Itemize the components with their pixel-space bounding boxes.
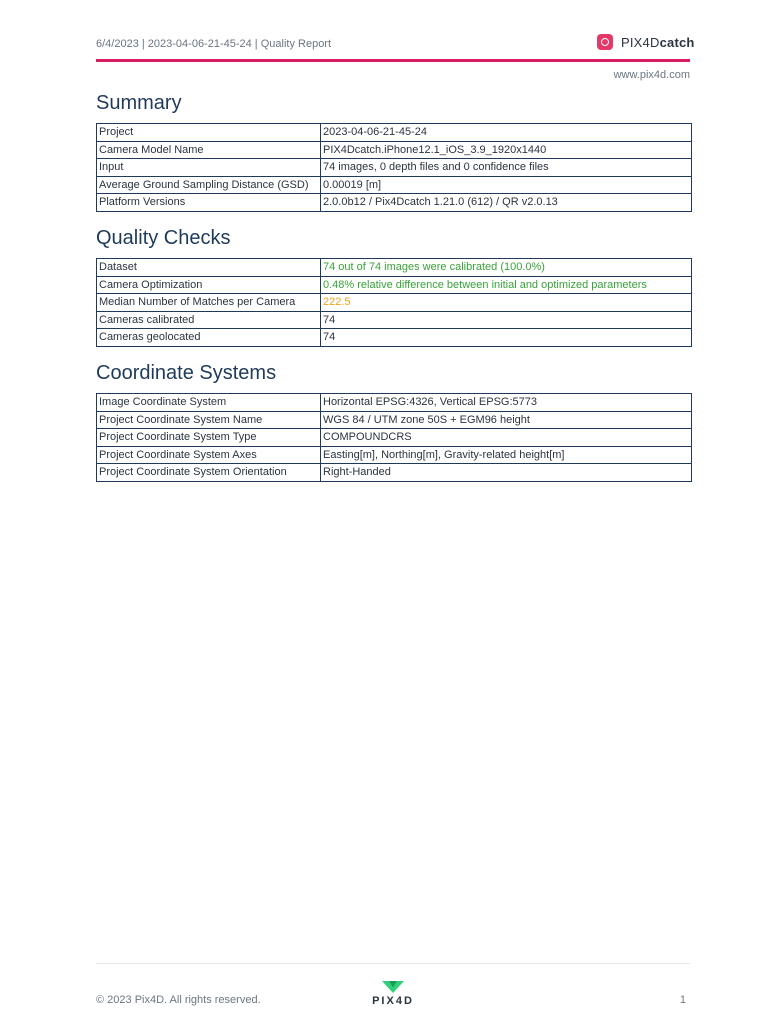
- row-key: Project Coordinate System Type: [97, 429, 321, 447]
- row-value: 74 images, 0 depth files and 0 confidence files: [321, 159, 692, 177]
- table-row: [97, 176, 692, 194]
- row-value: 2.0.0b12 / Pix4Dcatch 1.21.0 (612) / QR v2.0.13: [321, 194, 692, 212]
- row-value: Easting[m], Northing[m], Gravity-related height[m]: [321, 446, 692, 464]
- pix4d-logo-text: PIX4D: [372, 995, 414, 1007]
- row-value-good: 74 out of 74 images were calibrated (100.0%): [321, 259, 692, 277]
- table-row: [97, 141, 692, 159]
- row-value-warning: 222.5: [321, 294, 692, 312]
- quality-checks-table: [96, 258, 692, 347]
- row-value: Horizontal EPSG:4326, Vertical EPSG:5773: [321, 394, 692, 412]
- website-link[interactable]: www.pix4d.com: [613, 69, 690, 81]
- quality-checks-heading: Quality Checks: [96, 227, 231, 249]
- row-value: Right-Handed: [321, 464, 692, 482]
- row-key: Project: [97, 124, 321, 142]
- row-key: Project Coordinate System Orientation: [97, 464, 321, 482]
- summary-heading: Summary: [96, 92, 182, 114]
- pix4d-logo: [368, 980, 418, 1007]
- brand-prefix: PIX4D: [621, 34, 660, 50]
- row-key: Dataset: [97, 259, 321, 277]
- row-key: Project Coordinate System Axes: [97, 446, 321, 464]
- row-key: Image Coordinate System: [97, 394, 321, 412]
- row-value: 2023-04-06-21-45-24: [321, 124, 692, 142]
- row-key: Average Ground Sampling Distance (GSD): [97, 176, 321, 194]
- table-row: [97, 194, 692, 212]
- row-value-good: 0.48% relative difference between initial and optimized parameters: [321, 276, 692, 294]
- row-key: Cameras calibrated: [97, 311, 321, 329]
- table-row: [97, 124, 692, 142]
- table-row: [97, 329, 692, 347]
- table-row: [97, 446, 692, 464]
- report-header-text: 6/4/2023 | 2023-04-06-21-45-24 | Quality Report: [96, 38, 332, 50]
- table-row: [97, 429, 692, 447]
- copyright-text: © 2023 Pix4D. All rights reserved.: [96, 994, 261, 1006]
- coordinate-systems-table: [96, 393, 692, 482]
- table-row: [97, 159, 692, 177]
- row-value: WGS 84 / UTM zone 50S + EGM96 height: [321, 411, 692, 429]
- header-divider: [96, 59, 690, 62]
- table-row: [97, 294, 692, 312]
- row-value: PIX4Dcatch.iPhone12.1_iOS_3.9_1920x1440: [321, 141, 692, 159]
- table-row: [97, 464, 692, 482]
- footer-divider: [96, 963, 690, 964]
- row-value: COMPOUNDCRS: [321, 429, 692, 447]
- pix4dcatch-app-icon: [597, 34, 613, 50]
- table-row: [97, 276, 692, 294]
- summary-table: [96, 123, 692, 212]
- brand-suffix: catch: [659, 34, 695, 50]
- table-row: [97, 259, 692, 277]
- page-number: 1: [679, 994, 686, 1006]
- row-key: Camera Optimization: [97, 276, 321, 294]
- row-value: 74: [321, 311, 692, 329]
- row-key: Cameras geolocated: [97, 329, 321, 347]
- pix4d-logo-mark-icon: [381, 980, 405, 994]
- row-value: 0.00019 [m]: [321, 176, 692, 194]
- table-row: [97, 311, 692, 329]
- coordinate-systems-heading: Coordinate Systems: [96, 362, 277, 384]
- row-key: Project Coordinate System Name: [97, 411, 321, 429]
- row-key: Platform Versions: [97, 194, 321, 212]
- row-key: Median Number of Matches per Camera: [97, 294, 321, 312]
- table-row: [97, 411, 692, 429]
- row-key: Input: [97, 159, 321, 177]
- brand-name: [621, 35, 695, 50]
- table-row: [97, 394, 692, 412]
- pix4dcatch-logo: [597, 33, 695, 51]
- row-key: Camera Model Name: [97, 141, 321, 159]
- row-value: 74: [321, 329, 692, 347]
